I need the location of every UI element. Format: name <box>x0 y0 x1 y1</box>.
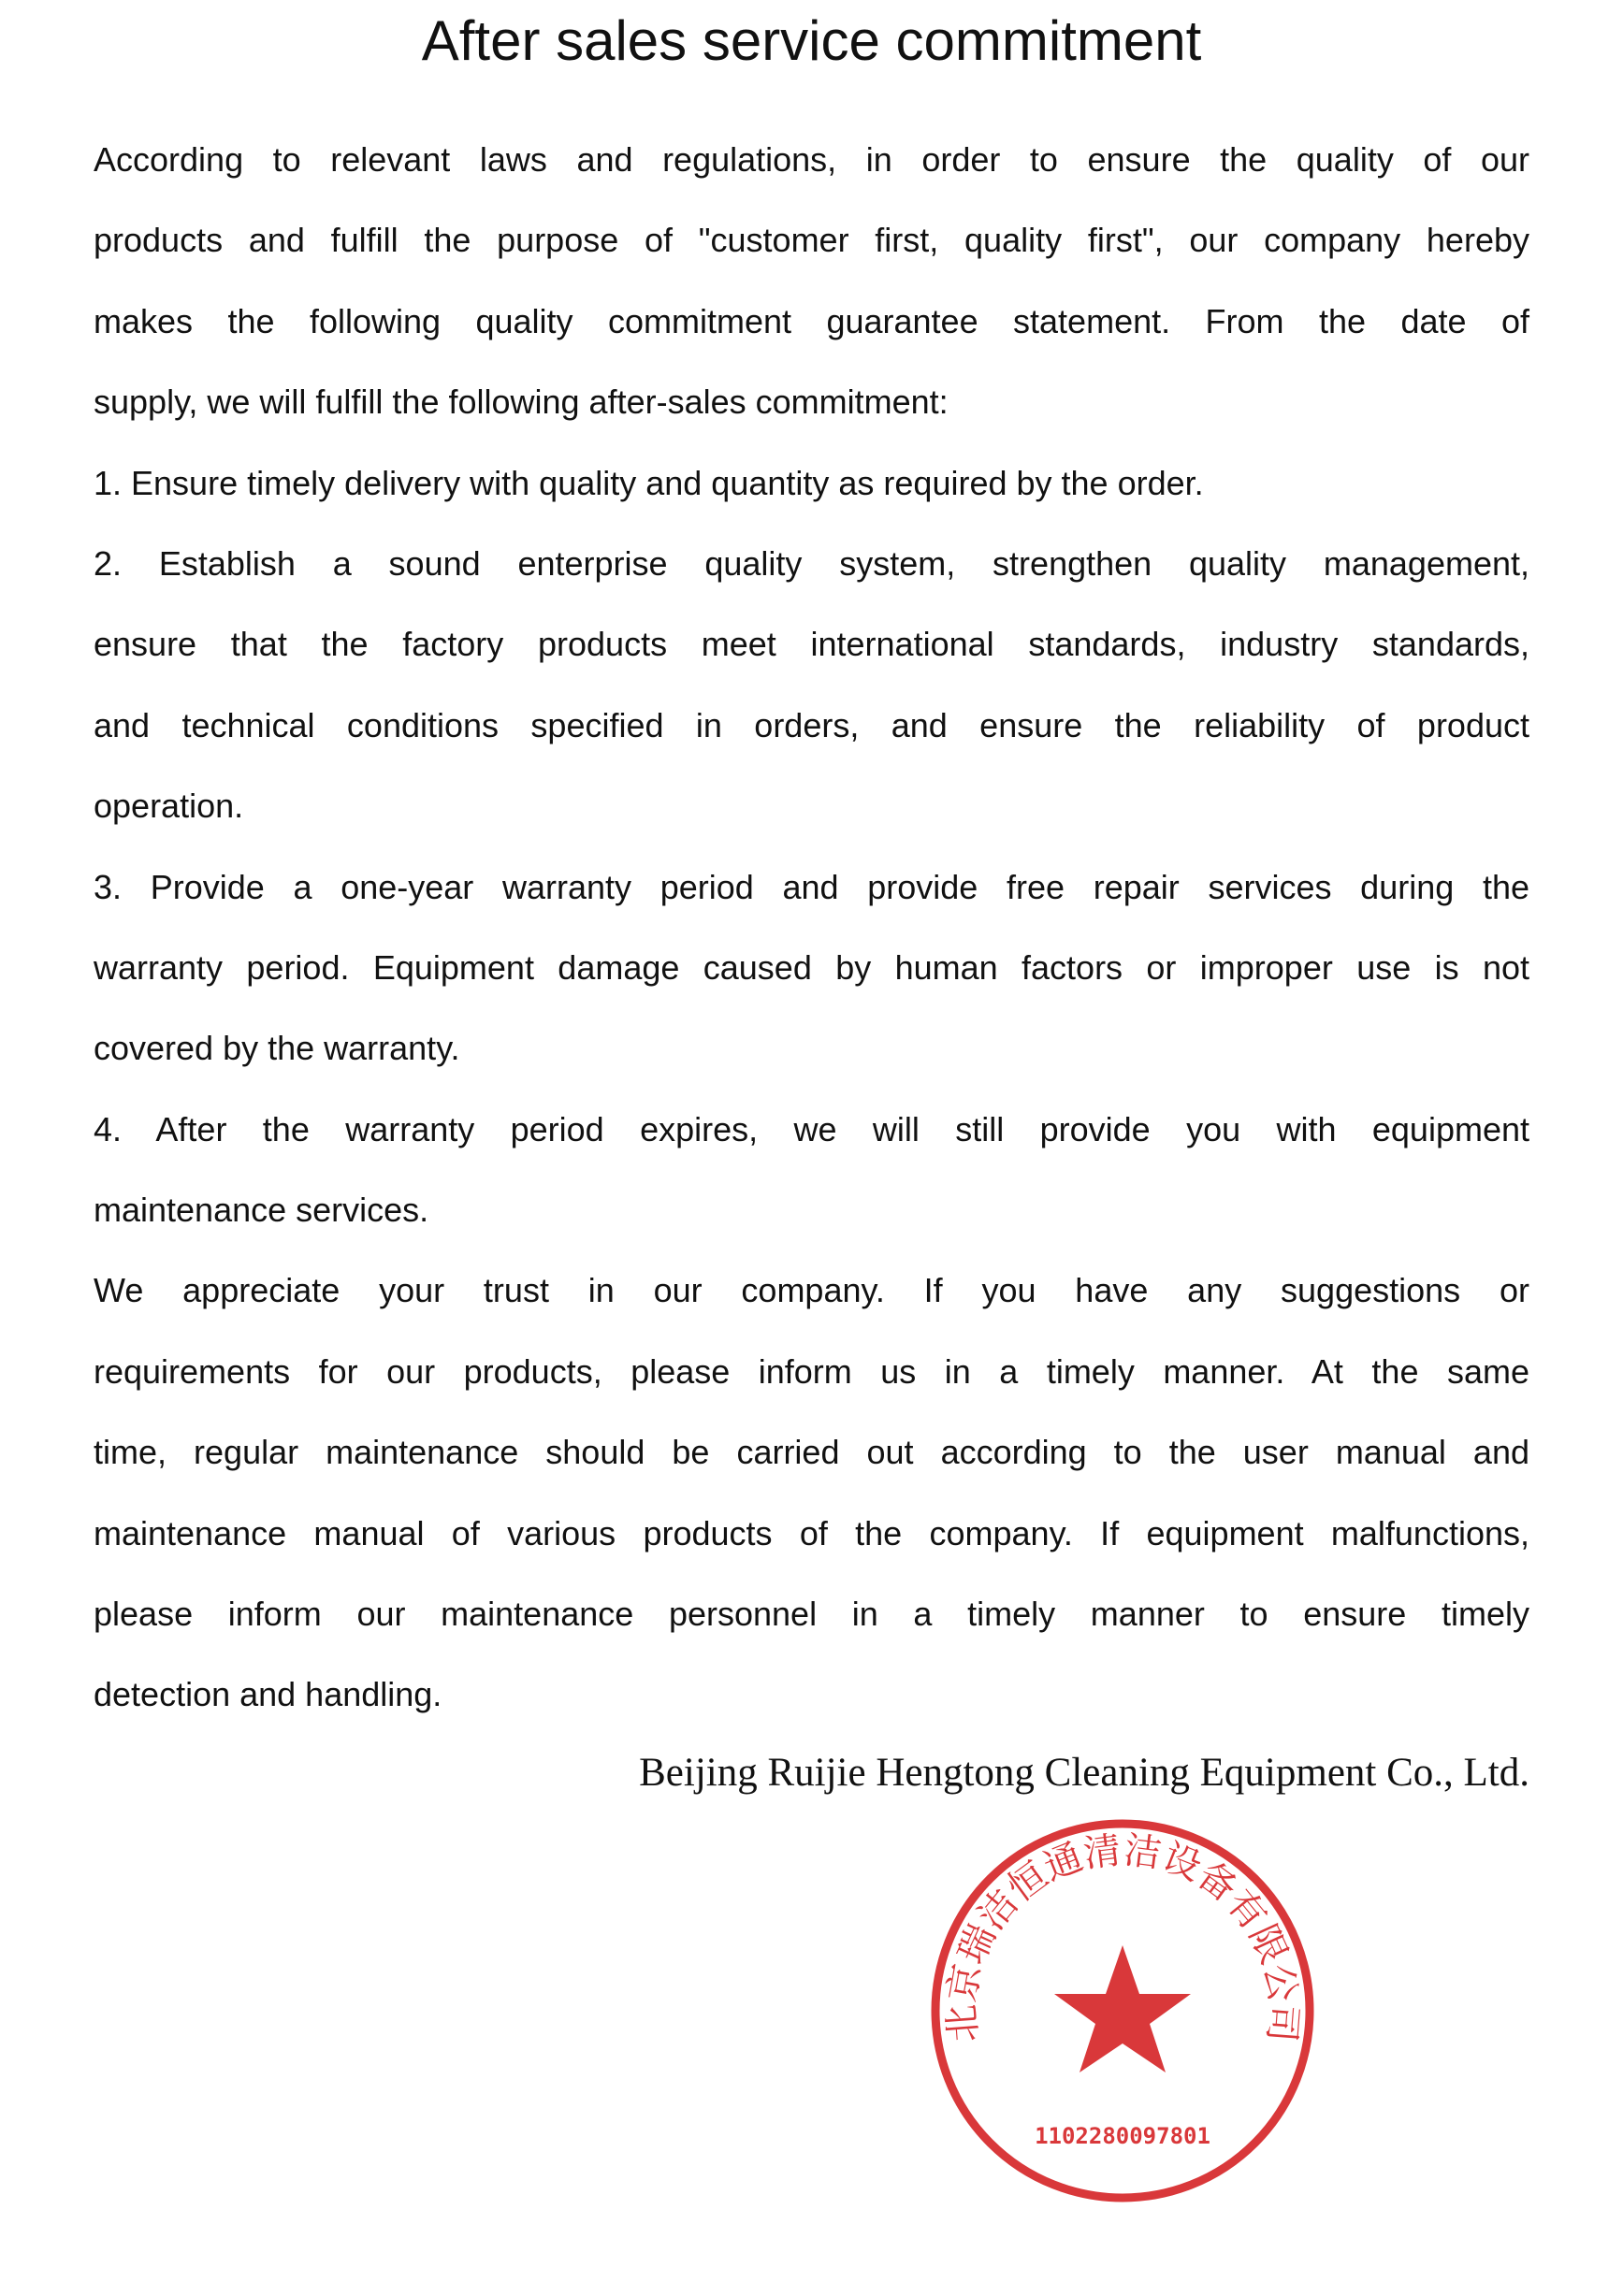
text-line: supply, we will fulfill the following after-sales commitment: <box>94 383 949 422</box>
text-line: requirements for our products, please inform us in a timely manner. At the same <box>94 1351 1529 1391</box>
text-line: 4. After the warranty period expires, we will still provide you with equipment <box>94 1109 1529 1148</box>
document-title: After sales service commitment <box>421 9 1202 72</box>
text-line: and technical conditions specified in orders, and ensure the reliability of product <box>94 705 1529 744</box>
text-line: 1. Ensure timely delivery with quality and quantity as required by the order. <box>94 463 1204 502</box>
paragraph <box>94 524 1529 847</box>
text-line: detection and handling. <box>94 1675 442 1714</box>
text-line: covered by the warranty. <box>94 1029 460 1068</box>
seal-number: 1102280097801 <box>1035 2123 1210 2149</box>
text-line: operation. <box>94 787 244 826</box>
paragraph <box>94 120 1529 443</box>
text-line: products and fulfill the purpose of "customer first, quality first", our company hereby <box>94 221 1529 260</box>
seal-company-name: 北京瑞洁恒通清洁设备有限公司 <box>940 1828 1305 2044</box>
text-line: time, regular maintenance should be carried out according to the user manual and <box>94 1433 1529 1472</box>
document-body <box>94 120 1529 1736</box>
text-line: please inform our maintenance personnel in a timely manner to ensure timely <box>94 1595 1529 1634</box>
text-line: makes the following quality commitment guarantee statement. From the date of <box>94 301 1529 340</box>
paragraph <box>94 443 1529 524</box>
text-line: ensure that the factory products meet international standards, industry standards, <box>94 625 1529 664</box>
text-line: According to relevant laws and regulations, in order to ensure the quality of our <box>94 140 1529 179</box>
star-icon <box>1054 1945 1191 2072</box>
company-signature: Beijing Ruijie Hengtong Cleaning Equipment Co., Ltd. <box>639 1751 1529 1795</box>
text-line: warranty period. Equipment damage caused by human factors or improper use is not <box>94 947 1529 987</box>
paragraph <box>94 847 1529 1090</box>
text-line: 3. Provide a one-year warranty period and provide free repair services during the <box>94 867 1529 906</box>
text-line: We appreciate your trust in our company. If you have any suggestions or <box>94 1271 1529 1310</box>
text-line: maintenance services. <box>94 1191 429 1230</box>
text-line: maintenance manual of various products of the company. If equipment malfunctions, <box>94 1513 1529 1552</box>
company-seal <box>926 1814 1319 2207</box>
paragraph <box>94 1090 1529 1251</box>
paragraph <box>94 1250 1529 1735</box>
text-line: 2. Establish a sound enterprise quality system, strengthen quality management, <box>94 543 1529 583</box>
